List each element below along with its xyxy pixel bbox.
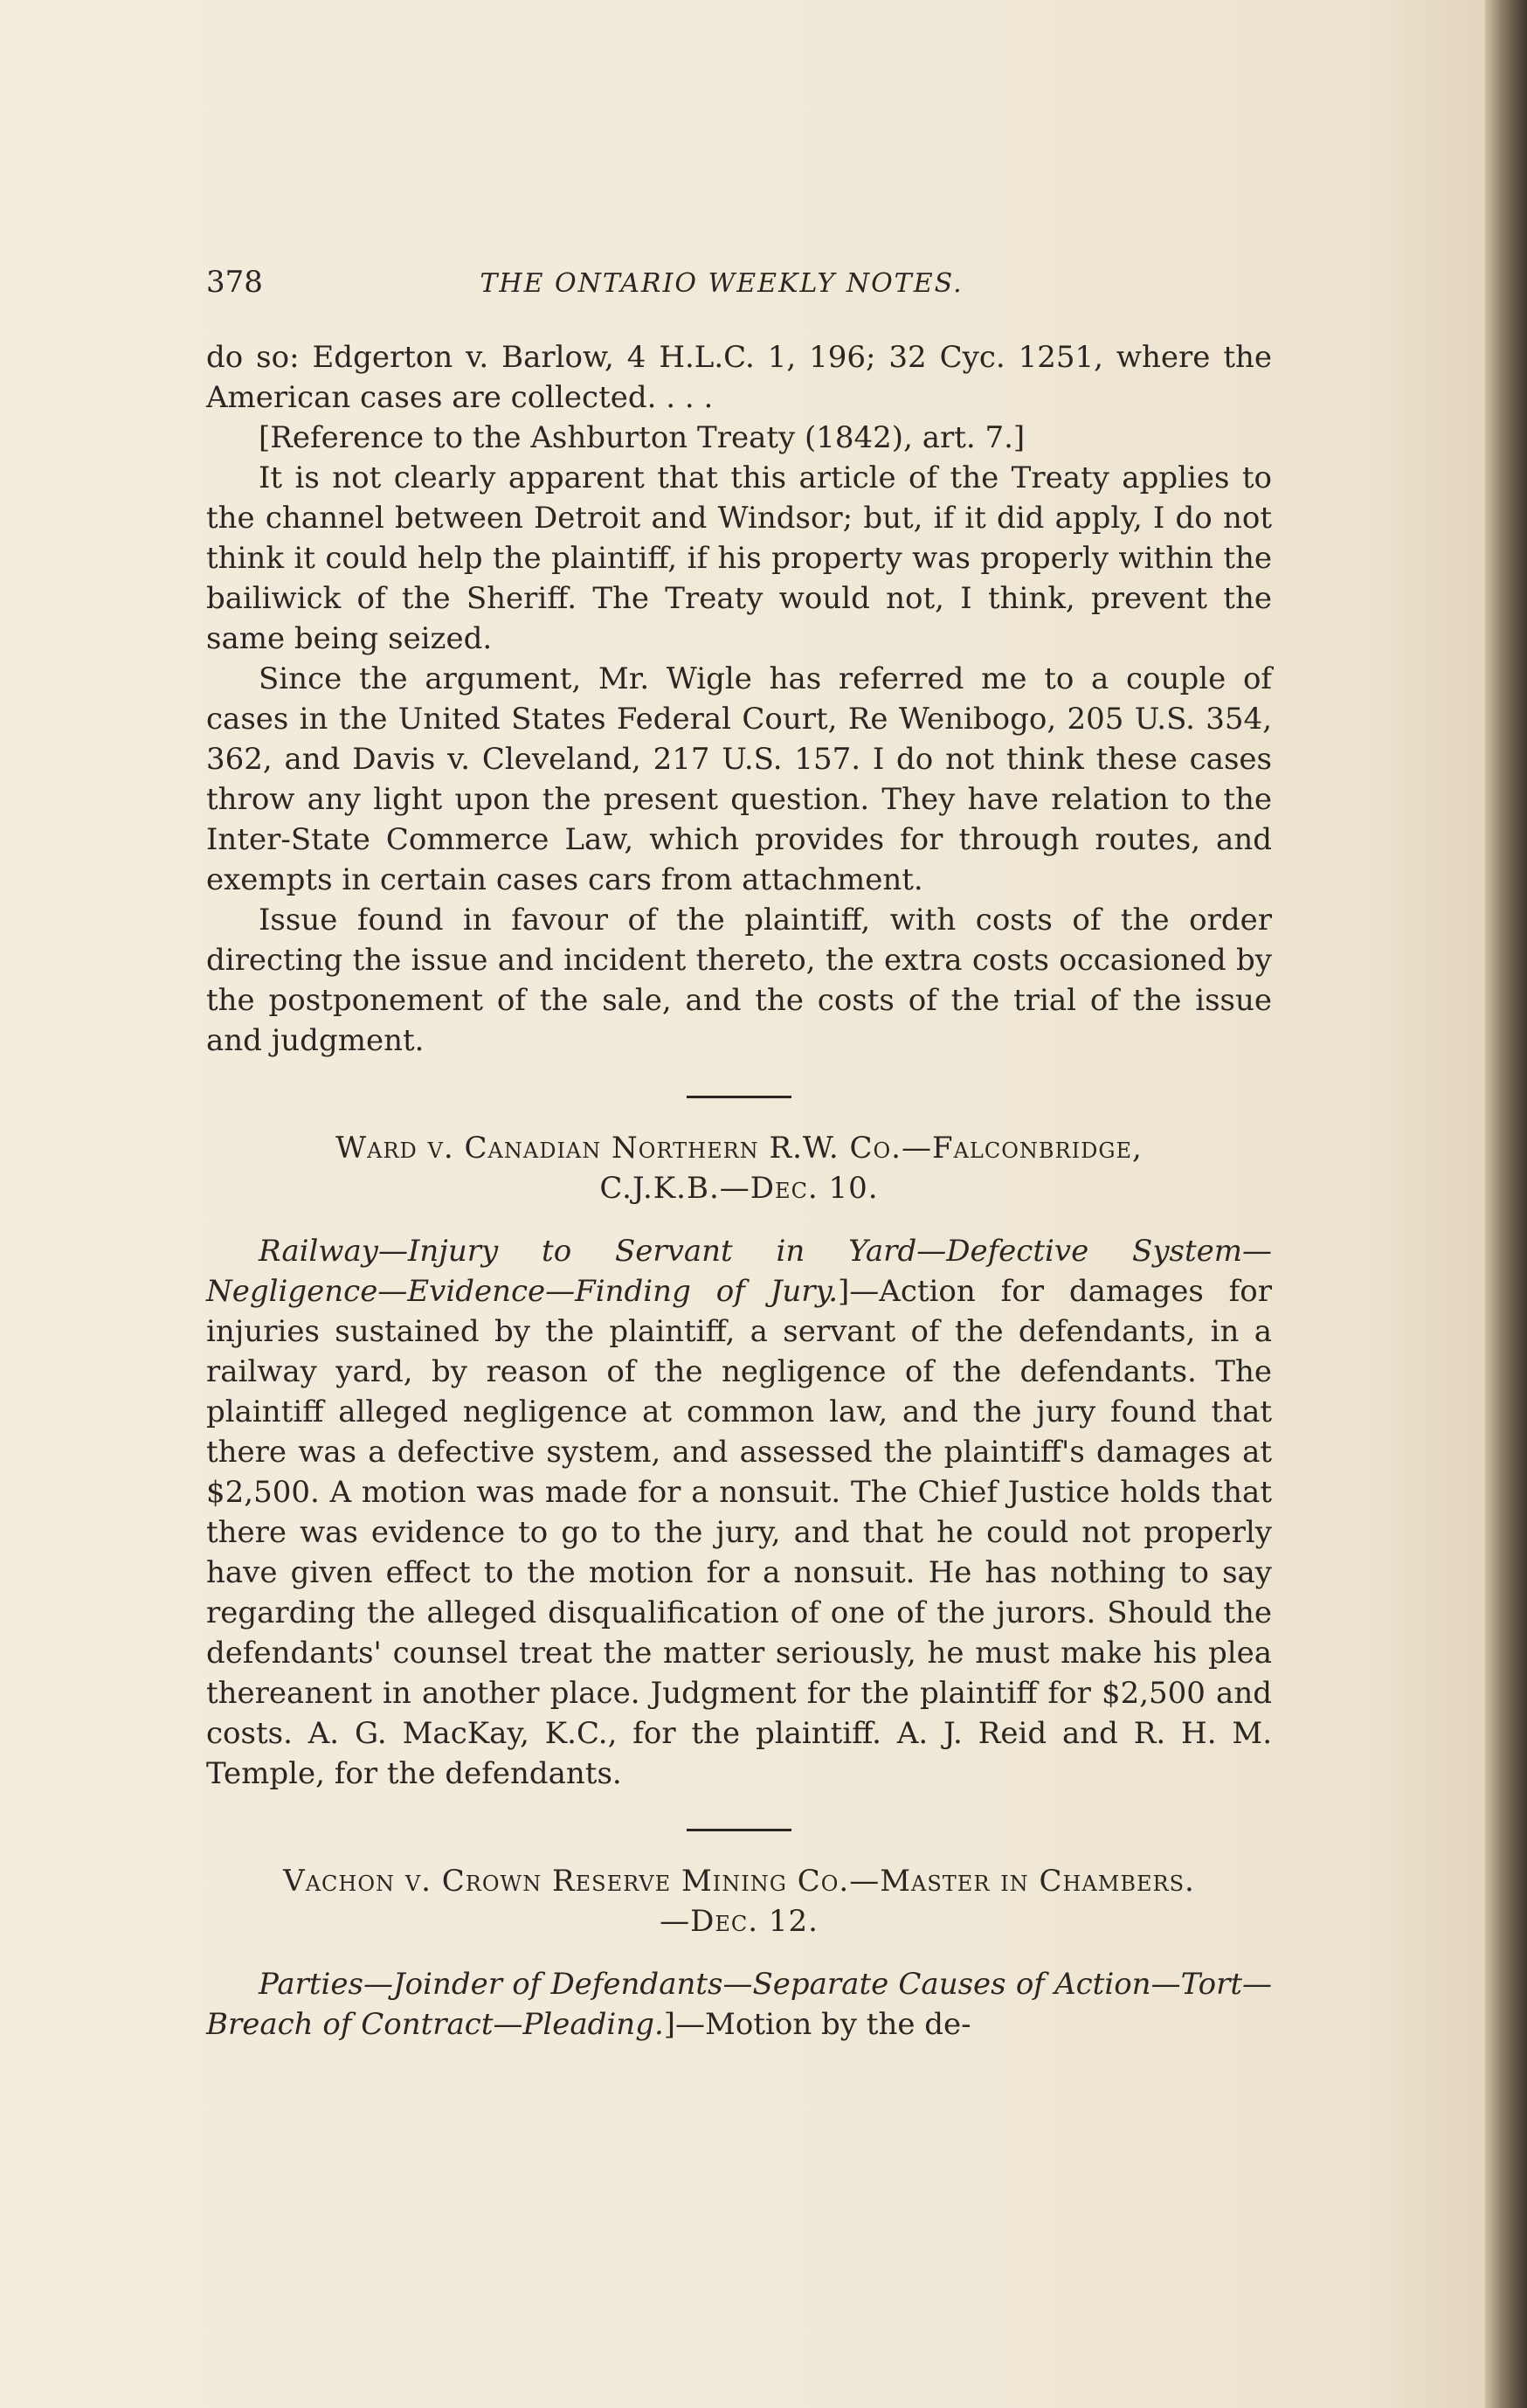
case-title: [206, 1861, 1272, 1941]
paragraph: It is not clearly apparent that this article of the Treaty applies to the channel between Detroit and Windsor; but, if it did apply, I do not think it could help the plaintiff, if his property was properly within the bailiwick of the Sheriff. The Treaty would not, I think, prevent the same being seized.: [206, 460, 1272, 656]
case-title-line: C.J.K.B.—Dec. 10.: [599, 1171, 879, 1206]
case-title-line: —Dec. 12.: [660, 1904, 819, 1939]
section-divider: [687, 1829, 791, 1831]
page-content: [206, 262, 1272, 2045]
case-summary: [206, 1231, 1272, 1794]
section-divider: [687, 1096, 791, 1098]
catchwords: Parties—Joinder of Defendants—Separate Causes of Action—Tort—Breach of Contract—Pleading.: [206, 1967, 1272, 2042]
paragraph: Issue found in favour of the plaintiff, with costs of the order directing the issue and incident thereto, the extra costs occasioned by the postponement of the sale, and the costs of the trial of the issue and judgment.: [206, 903, 1272, 1058]
page-header: [206, 262, 1272, 304]
case-title: [206, 1128, 1272, 1208]
paragraph: Since the argument, Mr. Wigle has referred me to a couple of cases in the United States Federal Court, Re Wenibogo, 205 U.S. 354, 362, and Davis v. Cleveland, 217 U.S. 157. I do not think these cases throw any light upon the present question. They have relation to the Inter-State Commerce Law, which provides for through routes, and exempts in certain cases cars from attachment.: [206, 661, 1272, 897]
case-title-line: Vachon v. Crown Reserve Mining Co.—Master in Chambers.: [283, 1864, 1195, 1899]
catchwords: Railway—Injury to Servant in Yard—Defective System—Negligence—Evidence—Finding of Jury.: [206, 1234, 1272, 1309]
case-body: ]—Motion by the de-: [663, 2007, 971, 2042]
paragraph: [Reference to the Ashburton Treaty (1842), art. 7.]: [259, 420, 1026, 455]
paragraph: do so: Edgerton v. Barlow, 4 H.L.C. 1, 196; 32 Cyc. 1251, where the American cases are collected. . . .: [206, 340, 1272, 415]
case-summary: [206, 1964, 1272, 2045]
page-number: 378: [206, 265, 263, 300]
book-spine: [1485, 0, 1527, 2408]
case-body: ]—Action for damages for injuries sustained by the plaintiff, a servant of the defendants, in a railway yard, by reason of the negligence of the defendants. The plaintiff alleged negligence at common law, and the jury found that there was a defective system, and assessed the plaintiff's damages at $2,500. A motion was made for a nonsuit. The Chief Justice holds that there was evidence to go to the jury, and that he could not properly have given effect to the motion for a nonsuit. He has nothing to say regarding the alleged disqualification of one of the jurors. Should the defendants' counsel treat the matter seriously, he must make his plea thereanent in another place. Judgment for the plaintiff for $2,500 and costs. A. G. MacKay, K.C., for the plaintiff. A. J. Reid and R. H. M. Temple, for the defendants.: [206, 1274, 1272, 1791]
running-title: THE ONTARIO WEEKLY NOTES.: [480, 268, 964, 299]
case-title-line: Ward v. Canadian Northern R.W. Co.—Falconbridge,: [335, 1131, 1143, 1166]
